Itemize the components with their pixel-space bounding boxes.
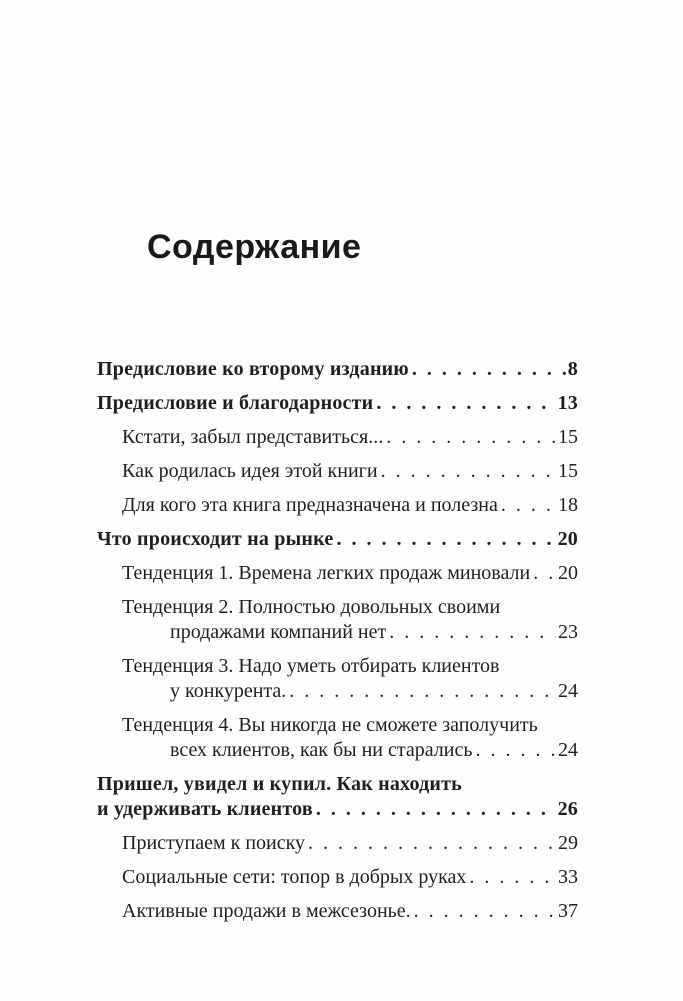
toc-entry-title: Что происходит на рынке (97, 528, 334, 550)
dot-leader (389, 620, 556, 645)
dot-leader (289, 679, 556, 704)
toc-entry (97, 595, 578, 645)
toc-entry-title: Предисловие и благодарности (97, 392, 374, 414)
toc-entry (97, 831, 578, 856)
toc-entry (97, 772, 578, 822)
toc-entry (97, 357, 578, 382)
toc-entry-title: Пришел, увидел и купил. Как находить (97, 773, 462, 795)
toc-entry (97, 899, 578, 924)
toc-entry-title: Социальные сети: топор в добрых руках (122, 866, 467, 888)
toc-entry (97, 713, 578, 763)
dot-leader (381, 459, 556, 484)
toc-entry-title: Как родилась идея этой книги (122, 460, 378, 482)
toc-entry-title: Предисловие ко второму изданию (97, 358, 409, 380)
toc-entry-title-continuation: всех клиентов, как бы ни старались (170, 739, 473, 761)
dot-leader (469, 865, 556, 890)
toc-entry (97, 654, 578, 704)
toc-page-number: 20 (558, 562, 578, 584)
toc-page-number: 33 (558, 866, 578, 888)
toc-entry (97, 527, 578, 552)
toc-page-number: 29 (558, 832, 578, 854)
toc-entry-title: Тенденция 3. Надо уметь отбирать клиентов (122, 655, 500, 677)
dot-leader (475, 738, 556, 763)
toc-entry (97, 561, 578, 586)
toc-entry-title: Тенденция 2. Полностью довольных своими (122, 596, 501, 618)
toc-page-number: 13 (557, 392, 578, 414)
toc-page-number: 8 (567, 358, 578, 380)
toc-page-number: 26 (557, 798, 578, 820)
dot-leader (414, 899, 556, 924)
toc-page-number: 24 (558, 680, 578, 702)
toc-page-number: 15 (558, 426, 578, 448)
toc-entry-title-continuation: и удерживать клиентов (97, 798, 313, 820)
dot-leader (316, 797, 556, 822)
toc-entry-title: Тенденция 1. Времена легких продаж миновали (122, 562, 531, 584)
dot-leader (308, 831, 556, 856)
toc-entry-title-continuation: продажами компаний нет (170, 621, 387, 643)
dot-leader (533, 561, 556, 586)
toc-entry-title: Приступаем к поиску (122, 832, 306, 854)
toc-page-number: 15 (558, 460, 578, 482)
toc-entry (97, 391, 578, 416)
dot-leader (376, 391, 555, 416)
toc-entry-title-continuation: у конкурента. (170, 680, 287, 702)
table-of-contents (97, 357, 578, 924)
page-title: Содержание (147, 228, 362, 266)
toc-entry (97, 493, 578, 518)
toc-page-number: 24 (558, 739, 578, 761)
toc-entry (97, 425, 578, 450)
toc-entry-title: Для кого эта книга предназначена и полезна (122, 494, 498, 516)
dot-leader (501, 493, 556, 518)
toc-page-number: 23 (558, 621, 578, 643)
toc-entry (97, 459, 578, 484)
dot-leader (412, 357, 566, 382)
toc-entry-title: Кстати, забыл представиться... (122, 426, 384, 448)
toc-page-number: 18 (558, 494, 578, 516)
toc-page-number: 20 (557, 528, 578, 550)
toc-entry-title: Активные продажи в межсезонье. (122, 900, 411, 922)
toc-entry (97, 865, 578, 890)
toc-entry-title: Тенденция 4. Вы никогда не сможете заполучить (122, 714, 538, 736)
toc-page-number: 37 (558, 900, 578, 922)
dot-leader (386, 425, 556, 450)
dot-leader (336, 527, 555, 552)
